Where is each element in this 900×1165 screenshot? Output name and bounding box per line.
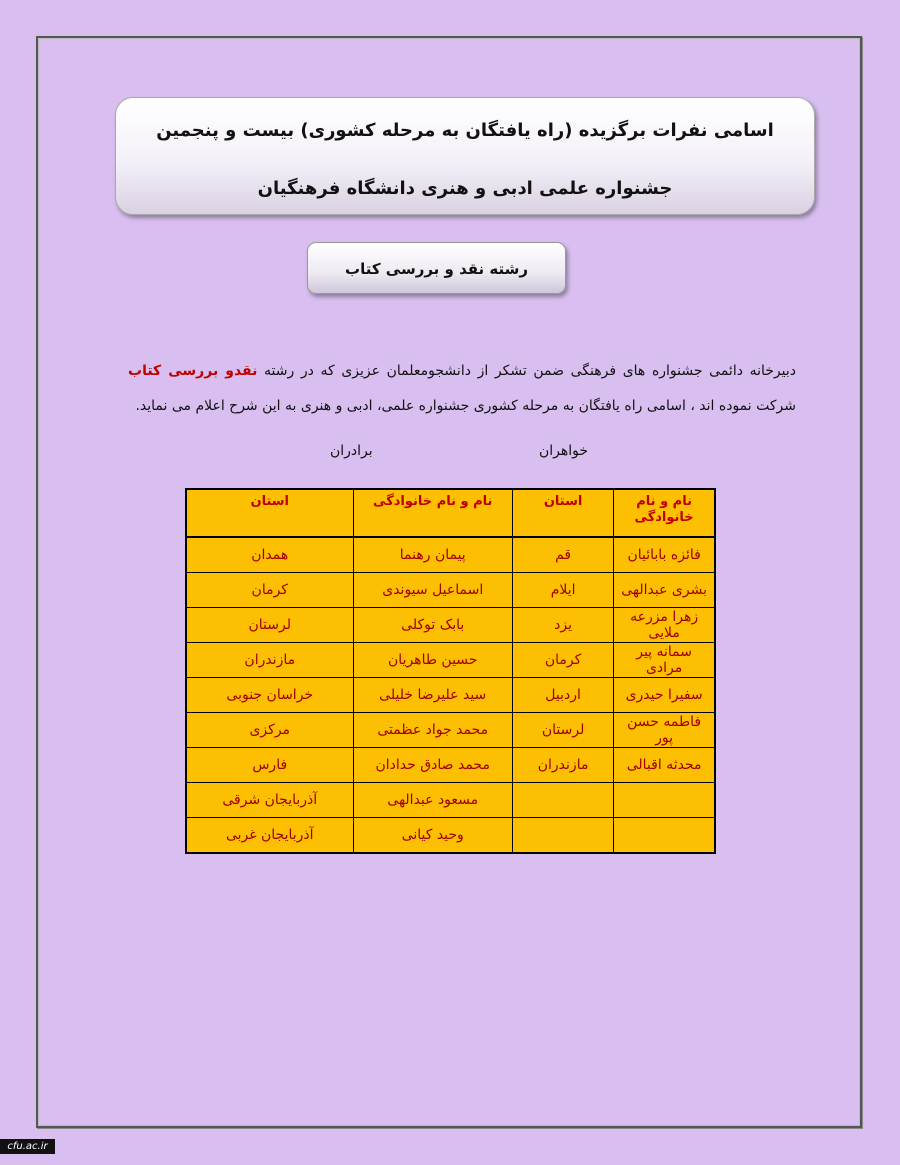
header-brother-name: نام و نام خانوادگی	[353, 489, 512, 537]
brother-name-cell: وحید کیانی	[353, 818, 512, 854]
sister-province-cell: مازندران	[512, 748, 613, 783]
sister-name-cell: محدثه اقبالی	[614, 748, 715, 783]
intro-part-1: دبیرخانه دائمی جشنواره های فرهنگی ضمن تشکر از دانشجومعلمان عزیزی که در رشته	[257, 363, 796, 379]
header-sister-name: نام و نام خانوادگی	[614, 489, 715, 537]
table-row	[186, 537, 715, 573]
sister-province-cell: اردبیل	[512, 678, 613, 713]
table-header-row	[186, 489, 715, 537]
sister-name-cell: سمانه پیر مرادی	[614, 643, 715, 678]
sister-province-cell: ایلام	[512, 573, 613, 608]
sister-province-cell: لرستان	[512, 713, 613, 748]
brother-province-cell: فارس	[186, 748, 353, 783]
sister-name-cell: فاطمه حسن پور	[614, 713, 715, 748]
brother-name-cell: بابک توکلی	[353, 608, 512, 643]
table-row	[186, 608, 715, 643]
brother-name-cell: محمد صادق حدادان	[353, 748, 512, 783]
brother-province-cell: مرکزی	[186, 713, 353, 748]
brother-name-cell: اسماعیل سیوندی	[353, 573, 512, 608]
sister-name-cell: فائزه بابائیان	[614, 537, 715, 573]
brother-province-cell: لرستان	[186, 608, 353, 643]
sister-province-cell: یزد	[512, 608, 613, 643]
title-box	[115, 97, 815, 215]
sister-province-cell	[512, 818, 613, 854]
sister-name-cell	[614, 818, 715, 854]
sister-province-cell	[512, 783, 613, 818]
table-row	[186, 573, 715, 608]
table-row	[186, 818, 715, 854]
brother-province-cell: آذربایجان شرقی	[186, 783, 353, 818]
table-row	[186, 713, 715, 748]
group-label-sisters: خواهران	[539, 443, 589, 459]
brother-name-cell: سید علیرضا خلیلی	[353, 678, 512, 713]
table-body	[186, 537, 715, 853]
table-row	[186, 643, 715, 678]
intro-highlight: نقدو بررسی کتاب	[128, 363, 258, 379]
header-brother-province: استان	[186, 489, 353, 537]
title-line-2: جشنواره علمی ادبی و هنری دانشگاه فرهنگیان	[257, 178, 673, 199]
brother-province-cell: خراسان جنوبی	[186, 678, 353, 713]
table-row	[186, 748, 715, 783]
brother-province-cell: کرمان	[186, 573, 353, 608]
category-subtitle: رشته نقد و بررسی کتاب	[307, 242, 566, 294]
sister-name-cell: بشری عبدالهی	[614, 573, 715, 608]
sister-name-cell: سفیرا حیدری	[614, 678, 715, 713]
header-sister-province: استان	[512, 489, 613, 537]
winners-table	[185, 488, 716, 854]
table-row	[186, 783, 715, 818]
intro-part-2: شرکت نموده اند ، اسامی راه یافتگان به مرحله کشوری جشنواره علمی، ادبی و هنری به این شرح اعلام می نماید.	[135, 398, 796, 414]
table-row	[186, 678, 715, 713]
intro-paragraph	[128, 354, 796, 424]
brother-name-cell: حسین طاهریان	[353, 643, 512, 678]
title-line-1: اسامی نفرات برگزیده (راه یافتگان به مرحله کشوری) بیست و پنجمین	[156, 120, 774, 141]
brother-name-cell: پیمان رهنما	[353, 537, 512, 573]
sister-province-cell: قم	[512, 537, 613, 573]
sister-province-cell: کرمان	[512, 643, 613, 678]
brother-name-cell: مسعود عبدالهی	[353, 783, 512, 818]
brother-province-cell: همدان	[186, 537, 353, 573]
group-label-brothers: برادران	[330, 443, 373, 459]
brother-province-cell: آذربایجان غربی	[186, 818, 353, 854]
sister-name-cell: زهرا مزرعه ملایی	[614, 608, 715, 643]
brother-name-cell: محمد جواد عظمتی	[353, 713, 512, 748]
sister-name-cell	[614, 783, 715, 818]
site-logo: cfu.ac.ir	[0, 1139, 55, 1154]
brother-province-cell: مازندران	[186, 643, 353, 678]
